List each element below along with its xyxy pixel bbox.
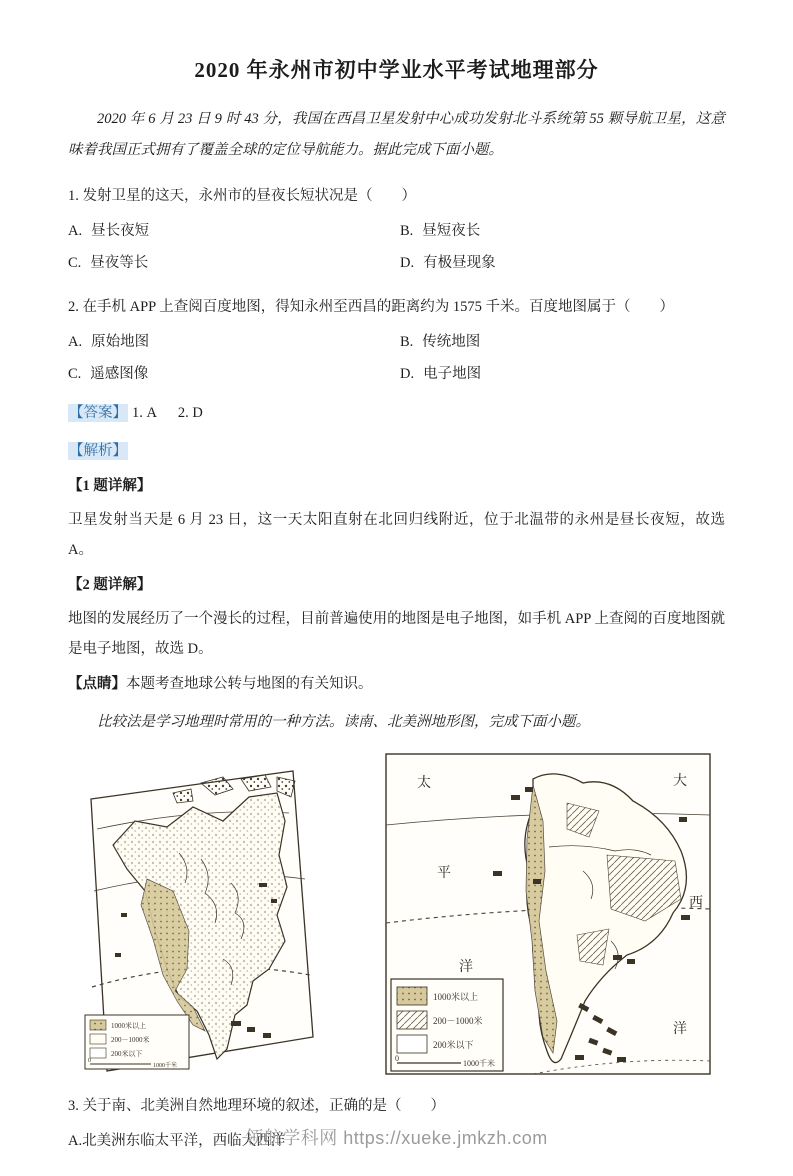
detail-2-marker-line xyxy=(68,571,725,600)
question-1-options xyxy=(68,215,725,279)
tip-text: 本题考查地球公转与地图的有关知识。 xyxy=(126,675,373,692)
answer-marker: 【答案】 xyxy=(69,404,127,421)
question-1-text: 发射卫星的这天，永州市的昼夜长短状况是（ ） xyxy=(82,187,416,204)
na-legend-swatch-mid xyxy=(90,1034,106,1044)
option-2b-text: 传统地图 xyxy=(422,333,481,350)
detail-1-marker-line xyxy=(68,472,725,501)
pacific-label-char-1: 太 xyxy=(416,776,431,791)
option-1a-text: 昼长夜短 xyxy=(91,222,150,239)
option-2c-label: C. xyxy=(68,365,82,382)
sa-legend-label-high: 1000米以上 xyxy=(432,992,478,1002)
option-1d-label: D. xyxy=(400,254,415,271)
na-legend-label-high: 1000米以上 xyxy=(110,1022,146,1030)
option-1b xyxy=(400,215,725,247)
tip-marker: 【点睛】 xyxy=(68,675,126,692)
na-scale-zero: 0 xyxy=(87,1058,91,1064)
option-2a-text: 原始地图 xyxy=(91,333,150,350)
option-1b-text: 昼短夜长 xyxy=(422,222,481,239)
question-2-stem xyxy=(68,292,725,322)
na-legend-swatch-high xyxy=(90,1020,106,1030)
sa-legend-swatch-high xyxy=(397,987,427,1005)
maps-row xyxy=(68,751,725,1081)
detail-1-text: 卫星发射当天是 6 月 23 日，这一天太阳直射在北回归线附近，位于北温带的永州是昼长夜短，故选 A。 xyxy=(68,511,725,558)
option-3a-text: 北美洲东临太平洋，西临大西洋 xyxy=(82,1133,286,1149)
option-1b-label: B. xyxy=(400,222,414,239)
pacific-label-char-3: 洋 xyxy=(458,960,473,975)
option-1d xyxy=(400,247,725,279)
option-2d-label: D. xyxy=(400,365,415,382)
south-america-map xyxy=(383,751,713,1077)
intro-paragraph: 2020 年 6 月 23 日 9 时 43 分，我国在西昌卫星发射中心成功发射北斗系统第 55 颗导航卫星，这意味着我国正式拥有了覆盖全球的定位导航能力。据此完成下面小题。 xyxy=(68,111,725,158)
question-3-number: 3. xyxy=(68,1098,79,1114)
option-1c-text: 昼夜等长 xyxy=(90,254,149,271)
question-1-number: 1. xyxy=(68,187,79,204)
watermark: 领航学科网 https://xueke.jmkzh.com xyxy=(245,1128,548,1148)
option-1d-text: 有极昼现象 xyxy=(423,254,496,271)
question-2-text: 在手机 APP 上查阅百度地图，得知永州至西昌的距离约为 1575 千米。百度地图属于（ ） xyxy=(82,298,675,315)
analysis-line xyxy=(68,436,725,466)
question-3-stem xyxy=(68,1091,725,1121)
exam-page xyxy=(0,54,793,1176)
detail-2-text: 地图的发展经历了一个漫长的过程，目前普遍使用的地图是电子地图，如手机 APP 上查阅的百度地图就是电子地图，故选 D。 xyxy=(68,610,725,657)
na-legend-swatch-low xyxy=(90,1048,106,1058)
na-scale-label: 1000千米 xyxy=(152,1063,177,1069)
question-2-number: 2. xyxy=(68,298,79,315)
sa-legend-label-low: 200米以下 xyxy=(432,1040,474,1050)
option-2c-text: 遥感图像 xyxy=(90,365,149,382)
question-2-options xyxy=(68,326,725,390)
option-2a-label: A. xyxy=(68,333,83,350)
na-legend xyxy=(85,1015,189,1069)
option-2c xyxy=(68,358,400,390)
detail-2-marker: 【2 题详解】 xyxy=(68,576,152,593)
option-1c-label: C. xyxy=(68,254,82,271)
option-2b-label: B. xyxy=(400,333,414,350)
option-2a xyxy=(68,326,400,358)
na-legend-label-mid: 200－1000米 xyxy=(110,1036,149,1044)
option-2b xyxy=(400,326,725,358)
exam-content xyxy=(0,54,793,1157)
question-1-stem xyxy=(68,181,725,211)
north-america-map xyxy=(81,763,321,1079)
sa-legend-label-mid: 200－1000米 xyxy=(432,1016,483,1026)
na-legend-label-low: 200米以下 xyxy=(110,1050,142,1058)
passage-2: 比较法是学习地理时常用的一种方法。读南、北美洲地形图，完成下面小题。 xyxy=(97,713,590,730)
option-1a xyxy=(68,215,400,247)
page-title: 2020 年永州市初中学业水平考试地理部分 xyxy=(194,58,599,82)
option-2d xyxy=(400,358,725,390)
atlantic-label-char-3: 洋 xyxy=(672,1022,687,1037)
analysis-marker: 【解析】 xyxy=(69,442,127,459)
sa-legend-swatch-low xyxy=(397,1035,427,1053)
option-3a-label: A. xyxy=(68,1133,83,1149)
sa-legend xyxy=(391,979,503,1071)
tip-line xyxy=(68,670,725,699)
pacific-label-char-2: 平 xyxy=(436,866,451,881)
option-1a-label: A. xyxy=(68,222,83,239)
detail-1-marker: 【1 题详解】 xyxy=(68,477,152,494)
answer-values: 1. A 2. D xyxy=(132,404,203,421)
option-1c xyxy=(68,247,400,279)
answer-line xyxy=(68,398,725,428)
atlantic-label-char-1: 大 xyxy=(672,774,687,789)
sa-scale-label: 1000千米 xyxy=(462,1059,495,1068)
sa-legend-swatch-mid xyxy=(397,1011,427,1029)
option-2d-text: 电子地图 xyxy=(423,365,482,382)
question-3-text: 关于南、北美洲自然地理环境的叙述，正确的是（ ） xyxy=(82,1098,445,1114)
atlantic-label-char-2: 西 xyxy=(688,896,703,911)
sa-scale-zero: 0 xyxy=(394,1054,399,1063)
